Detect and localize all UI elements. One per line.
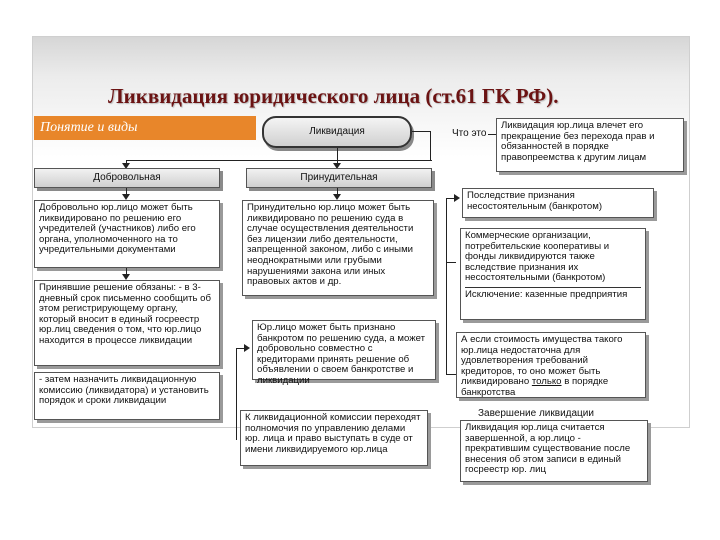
connector <box>488 134 496 135</box>
forced-text-box: Принудительно юр.лицо может быть ликвидировано по решению суда в случае осуществления деятельности без лицензии либо деятельности, запрещенной законом, либо с иными неоднократными или грубыми нарушениями закона или иных правовых актов и др. <box>242 200 434 296</box>
property-text-only: только <box>531 376 562 388</box>
connector <box>446 198 447 374</box>
property-text-end: в порядке банкротства <box>461 376 609 398</box>
connector <box>236 348 237 420</box>
appoint-text-box: - затем назначить ликвидационную комиссию (ликвидатора) и установить порядок и сроки ликвидации <box>34 372 220 420</box>
connector <box>236 420 237 440</box>
connector <box>412 131 430 132</box>
voluntary-header: Добровольная <box>34 168 220 188</box>
connector <box>337 148 338 164</box>
obliged-text-box: Принявшие решение обязаны: - в 3-дневный срок письменно сообщить об этом регистрирующему органу, который вносит в единый госреестр юр.лиц сведения о том, что юр.лицо находится в процессе ликвидации <box>34 280 220 366</box>
arrow-right <box>244 344 250 352</box>
consequence-text-box: Последствие признания несостоятельным (банкротом) <box>462 188 654 218</box>
commercial-text: Коммерческие организации, потребительские кооперативы и фонды ликвидируются также вследствие признания их несостоятельными (банкротом) <box>465 230 610 284</box>
connector <box>126 160 432 161</box>
page-title: Ликвидация юридического лица (ст.61 ГК РФ). <box>108 84 559 108</box>
connector <box>430 131 431 161</box>
bankrupt-text-box: Юр.лицо может быть признано банкротом по решению суда, а может добровольно совместно с кредиторами принять решение об объявлении о своем банкротстве и ликвидации <box>252 320 436 380</box>
completion-text-box: Ликвидация юр.лица считается завершенной, а юр.лицо - прекратившим существование после внесения об этом записи в единый госреестр юр. лиц <box>460 420 648 482</box>
subtitle-bar: Понятие и виды <box>34 116 256 140</box>
commission-text-box: К ликвидационной комиссии переходят полномочия по управлению делами юр. лица и право выступать в суде от имени ликвидируемого юр.лица <box>240 410 428 466</box>
completion-label: Завершение ликвидации <box>478 408 594 419</box>
exception-text: Исключение: казенные предприятия <box>465 288 628 300</box>
arrow-right <box>454 194 460 202</box>
connector <box>446 262 456 263</box>
what-is-label: Что это <box>452 128 487 139</box>
voluntary-text-box: Добровольно юр.лицо может быть ликвидировано по решению его учредителей (участников) либо его органа, уполномоченного на то учредительными документами <box>34 200 220 268</box>
property-text-box <box>456 332 646 398</box>
liquidation-pill <box>262 116 412 148</box>
commercial-exception-box <box>460 228 646 320</box>
forced-header: Принудительная <box>246 168 432 188</box>
definition-box: Ликвидация юр.лица влечет его прекращение без перехода прав и обязанностей в порядке правопреемства к другим лицам <box>496 118 684 172</box>
liquidation-label: Ликвидация <box>309 126 365 137</box>
connector <box>446 374 456 375</box>
property-text-main: А если стоимость имущества такого юр.лица недостаточна для удовлетворения требований кредиторов, то оно может быть ликвидировано <box>461 334 623 388</box>
